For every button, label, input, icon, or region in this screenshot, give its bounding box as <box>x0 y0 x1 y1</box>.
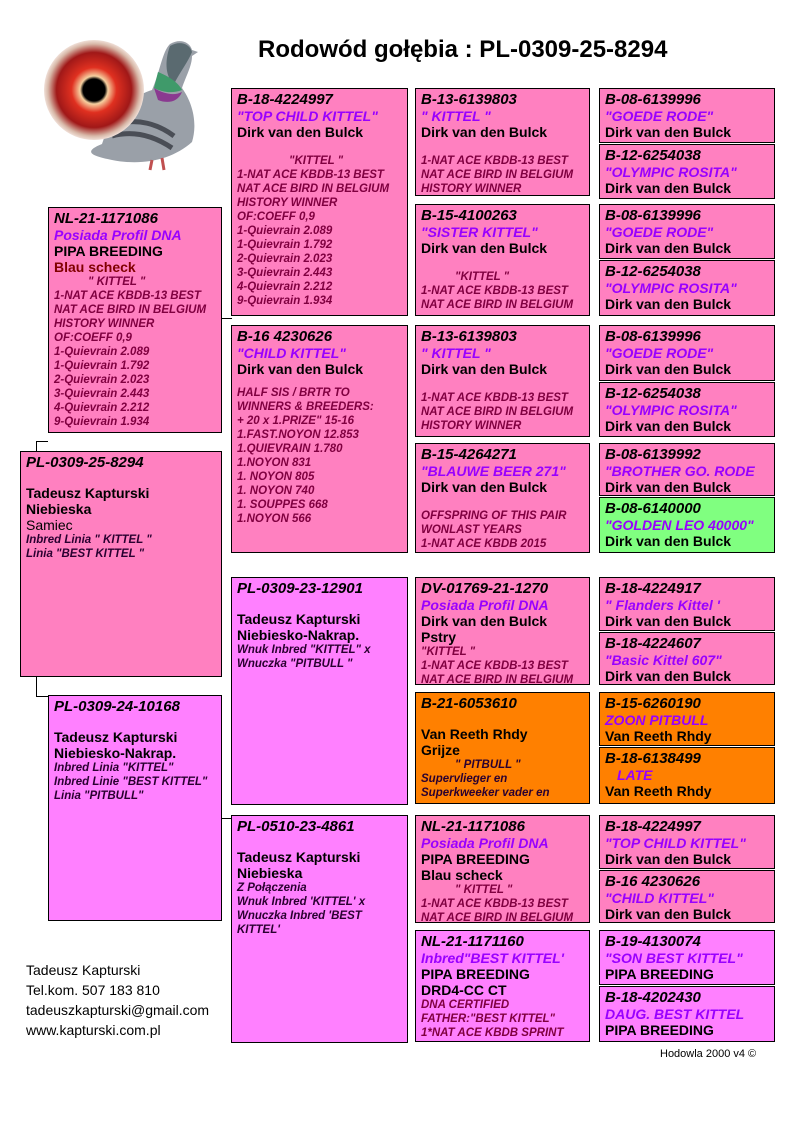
owner: Dirk van den Bulck <box>421 240 548 256</box>
pigeon-name: " KITTEL " <box>421 345 491 361</box>
desc-line: Linia "BEST KITTEL " <box>26 548 145 560</box>
pigeon-name: "TOP CHILD KITTEL" <box>605 835 746 851</box>
owner: Dirk van den Bulck <box>421 613 548 629</box>
desc-line: HISTORY WINNER <box>54 318 155 330</box>
ring-number: B-18-4202430 <box>605 989 701 1006</box>
pigeon-name: "OLYMPIC ROSITA" <box>605 280 737 296</box>
connector-line <box>222 318 232 319</box>
desc-line: " PITBULL " <box>455 759 521 771</box>
owner: Dirk van den Bulck <box>605 180 732 196</box>
ancestor-card <box>599 870 775 923</box>
grandparent-card <box>231 815 408 1043</box>
desc-line: "KITTEL " <box>421 646 476 658</box>
desc-line: 1-Quievrain 2.089 <box>54 346 150 358</box>
owner: Dirk van den Bulck <box>605 613 732 629</box>
owner: Dirk van den Bulck <box>605 851 732 867</box>
contact-name: Tadeusz Kapturski <box>26 962 141 978</box>
owner: Tadeusz Kapturski <box>237 611 361 627</box>
desc-line: WINNERS & BREEDERS: <box>237 401 374 413</box>
owner: PIPA BREEDING <box>54 243 163 259</box>
ring-number: DV-01769-21-1270 <box>421 580 549 597</box>
ring-number: B-12-6254038 <box>605 263 701 280</box>
ancestor-card <box>599 632 775 685</box>
ancestor-card <box>599 443 775 496</box>
ancestor-card <box>599 382 775 437</box>
ring-number: B-08-6139996 <box>605 207 701 224</box>
desc-line: 1. NOYON 805 <box>237 471 315 483</box>
ring-number: B-18-6138499 <box>605 750 701 767</box>
color: DRD4-CC CT <box>421 982 507 998</box>
ancestor-card <box>599 930 775 985</box>
owner: Dirk van den Bulck <box>605 533 732 549</box>
owner: PIPA BREEDING <box>605 1022 714 1038</box>
desc-line: HISTORY WINNER <box>421 420 522 432</box>
pigeon-name: " Flanders Kittel ' <box>605 597 720 613</box>
contact-website[interactable]: www.kapturski.com.pl <box>26 1022 161 1038</box>
great-grandparent-card <box>415 692 590 804</box>
ring-number: B-16 4230626 <box>237 328 333 345</box>
desc-line: HALF SIS / BRTR TO <box>237 387 350 399</box>
color: Niebieska <box>26 501 92 517</box>
ring-number: B-08-6140000 <box>605 500 701 517</box>
desc-line: Inbred Linie "BEST KITTEL" <box>54 776 208 788</box>
color: Grijze <box>421 742 460 758</box>
pigeon-name: "GOLDEN LEO 40000" <box>605 517 754 533</box>
great-grandparent-card <box>415 325 590 437</box>
desc-line: NAT ACE BIRD IN BELGIUM <box>237 183 390 195</box>
desc-line: NAT ACE BIRD IN BELGIUM <box>421 406 574 418</box>
desc-line: 4-Quievrain 2.212 <box>54 402 150 414</box>
owner: Dirk van den Bulck <box>421 479 548 495</box>
owner: Tadeusz Kapturski <box>26 485 150 501</box>
sex: Samiec <box>26 517 73 533</box>
desc-line: 1.NOYON 831 <box>237 457 312 469</box>
pigeon-name: " KITTEL " <box>421 108 491 124</box>
owner: Dirk van den Bulck <box>421 361 548 377</box>
ring-number: B-12-6254038 <box>605 147 701 164</box>
desc-line: Superkweeker vader en <box>421 787 550 799</box>
desc-line: 3-Quievrain 2.443 <box>54 388 150 400</box>
connector-line <box>36 441 48 442</box>
desc-line: Wnuk Inbred "KITTEL" x <box>237 644 371 656</box>
pigeon-name: "CHILD KITTEL" <box>605 890 714 906</box>
ancestor-card <box>599 497 775 553</box>
ring-number: NL-21-1171086 <box>54 210 158 227</box>
color: Niebieska <box>237 865 303 881</box>
desc-line: NAT ACE BIRD IN BELGIUM <box>421 299 574 311</box>
ring-number: B-15-4264271 <box>421 446 517 463</box>
desc-line: Inbred Linia "KITTEL" <box>54 762 174 774</box>
desc-line: " KITTEL " <box>455 884 513 896</box>
ring-number: B-13-6139803 <box>421 328 517 345</box>
desc-line: OF:COEFF 0,9 <box>54 332 132 344</box>
desc-line: 1-NAT ACE KBDB-13 BEST <box>421 392 568 404</box>
ring-number: B-13-6139803 <box>421 91 517 108</box>
pigeon-name: "CHILD KITTEL" <box>237 345 346 361</box>
pigeon-name: "SON BEST KITTEL" <box>605 950 743 966</box>
ring-number: B-08-6139992 <box>605 446 701 463</box>
desc-line: Wnuk Inbred 'KITTEL' x <box>237 896 366 908</box>
connector-line <box>36 676 37 696</box>
desc-line: 1-NAT ACE KBDB-13 BEST <box>421 285 568 297</box>
owner: PIPA BREEDING <box>421 851 530 867</box>
ancestor-card <box>599 260 775 316</box>
pigeon-name: "GOEDE RODE" <box>605 108 714 124</box>
desc-line: 1-NAT ACE KBDB-13 BEST <box>237 169 384 181</box>
ring-number: PL-0510-23-4861 <box>237 818 355 835</box>
desc-line: 1.QUIEVRAIN 1.780 <box>237 443 343 455</box>
desc-line: NAT ACE BIRD IN BELGIUM <box>421 912 574 923</box>
ring-number: B-08-6139996 <box>605 328 701 345</box>
ring-number: NL-21-1171160 <box>421 933 524 950</box>
owner: Dirk van den Bulck <box>605 668 732 684</box>
pigeon-name: "OLYMPIC ROSITA" <box>605 164 737 180</box>
color: Niebiesko-Nakrap. <box>54 745 177 761</box>
ring-number: B-18-4224997 <box>237 91 333 108</box>
ancestor-card <box>599 986 775 1042</box>
owner: Van Reeth Rhdy <box>605 728 712 744</box>
ancestor-card <box>599 692 775 746</box>
ring-number: PL-0309-24-10168 <box>54 698 180 715</box>
subject-pigeon-card <box>20 451 222 677</box>
desc-line: 1-NAT ACE KBDB-13 BEST <box>421 898 568 910</box>
grandparent-card <box>231 88 408 316</box>
desc-line: KITTEL' <box>237 924 280 936</box>
ring-number: B-16 4230626 <box>605 873 701 890</box>
desc-line: 4-Quievrain 2.212 <box>237 281 333 293</box>
owner: PIPA BREEDING <box>421 966 530 982</box>
ancestor-card <box>599 204 775 259</box>
ring-number: B-12-6254038 <box>605 385 701 402</box>
owner: Tadeusz Kapturski <box>54 729 178 745</box>
owner: Van Reeth Rhdy <box>421 726 528 742</box>
ring-number: B-18-4224607 <box>605 635 701 652</box>
desc-line: Inbred Linia " KITTEL " <box>26 534 152 546</box>
desc-line: + 20 x 1.PRIZE" 15-16 <box>237 415 355 427</box>
desc-line: 1-NAT ACE KBDB-13 BEST <box>421 660 568 672</box>
page-title: Rodowód gołębia : PL-0309-25-8294 <box>258 36 668 63</box>
dam-card <box>48 695 222 921</box>
desc-line: Linia "PITBULL" <box>54 790 144 802</box>
owner: Dirk van den Bulck <box>605 361 732 377</box>
pigeon-name: "TOP CHILD KITTEL" <box>237 108 378 124</box>
color: Blau scheck <box>421 867 503 883</box>
desc-line: HISTORY WINNER <box>421 183 522 195</box>
owner: PIPA BREEDING <box>605 966 714 982</box>
ring-number: B-19-4130074 <box>605 933 701 950</box>
desc-line: FATHER:"BEST KITTEL" <box>421 1013 555 1025</box>
great-grandparent-card <box>415 815 590 923</box>
desc-line: HISTORY WINNER <box>237 197 338 209</box>
desc-line: WONLAST YEARS <box>421 524 522 536</box>
owner: Dirk van den Bulck <box>605 906 732 922</box>
desc-line: 9-Quievrain 1.934 <box>54 416 150 428</box>
desc-line: 1.NOYON 566 <box>237 513 312 525</box>
desc-line: Wnuczka Inbred 'BEST <box>237 910 362 922</box>
desc-line: Supervlieger en <box>421 773 508 785</box>
pigeon-name: "GOEDE RODE" <box>605 345 714 361</box>
owner: Dirk van den Bulck <box>605 418 732 434</box>
pigeon-name: Posiada Profil DNA <box>421 597 549 613</box>
great-grandparent-card <box>415 204 590 316</box>
desc-line: "KITTEL " <box>289 155 344 167</box>
great-grandparent-card <box>415 577 590 685</box>
great-grandparent-card <box>415 930 590 1042</box>
color: Pstry <box>421 629 457 645</box>
owner: Dirk van den Bulck <box>605 479 732 495</box>
ring-number: NL-21-1171086 <box>421 818 525 835</box>
desc-line: 1-NAT ACE KBDB 2015 <box>421 538 547 550</box>
owner: Dirk van den Bulck <box>605 124 732 140</box>
pigeon-name: "GOEDE RODE" <box>605 224 714 240</box>
desc-line: NAT ACE BIRD IN BELGIUM <box>54 304 207 316</box>
pigeon-name: "OLYMPIC ROSITA" <box>605 402 737 418</box>
owner: Dirk van den Bulck <box>421 124 548 140</box>
pigeon-logo-icon <box>42 32 202 172</box>
desc-line: Wnuczka "PITBULL " <box>237 658 353 670</box>
ring-number: PL-0309-25-8294 <box>26 454 144 471</box>
desc-line: 3-Quievrain 2.443 <box>237 267 333 279</box>
ancestor-card <box>599 325 775 381</box>
ring-number: B-15-4100263 <box>421 207 517 224</box>
pigeon-name: "SISTER KITTEL" <box>421 224 538 240</box>
owner: Dirk van den Bulck <box>237 124 364 140</box>
ancestor-card <box>599 144 775 199</box>
pigeon-name: "BROTHER GO. RODE <box>605 463 755 479</box>
contact-block <box>26 960 209 1040</box>
owner: Dirk van den Bulck <box>605 296 732 312</box>
owner: Van Reeth Rhdy <box>605 783 712 799</box>
pigeon-name: LATE <box>617 767 653 783</box>
desc-line: NAT ACE BIRD IN BELGIUM <box>421 169 574 181</box>
desc-line: 2-Quievrain 2.023 <box>237 253 333 265</box>
connector-line <box>36 696 48 697</box>
ring-number: B-15-6260190 <box>605 695 701 712</box>
great-grandparent-card <box>415 88 590 196</box>
ancestor-card <box>599 88 775 143</box>
ancestor-card <box>599 577 775 631</box>
grandparent-card <box>231 577 408 805</box>
desc-line: DNA CERTIFIED <box>421 999 510 1011</box>
desc-line: 1*NAT ACE KBDB SPRINT <box>421 1027 564 1039</box>
owner: Dirk van den Bulck <box>605 240 732 256</box>
desc-line: Z Połączenia <box>237 882 307 894</box>
color: Niebiesko-Nakrap. <box>237 627 360 643</box>
contact-email[interactable]: tadeuszkapturski@gmail.com <box>26 1002 210 1018</box>
desc-line: OFFSPRING OF THIS PAIR <box>421 510 567 522</box>
owner: Dirk van den Bulck <box>237 361 364 377</box>
desc-line: 2-Quievrain 2.023 <box>54 374 150 386</box>
desc-line: 1. NOYON 740 <box>237 485 315 497</box>
footer-credit: Hodowla 2000 v4 © <box>660 1048 757 1060</box>
pigeon-name: Posiada Profil DNA <box>54 227 182 243</box>
ring-number: B-08-6139996 <box>605 91 701 108</box>
pigeon-name: "Basic Kittel 607" <box>605 652 722 668</box>
desc-line: 1-Quievrain 1.792 <box>54 360 150 372</box>
ring-number: B-21-6053610 <box>421 695 517 712</box>
grandparent-card <box>231 325 408 553</box>
contact-phone: Tel.kom. 507 183 810 <box>26 982 160 998</box>
pigeon-name: "BLAUWE BEER 271" <box>421 463 566 479</box>
ancestor-card <box>599 815 775 869</box>
desc-line: NAT ACE BIRD IN BELGIUM <box>421 674 574 685</box>
ancestor-card <box>599 747 775 804</box>
ring-number: PL-0309-23-12901 <box>237 580 363 597</box>
desc-line: "KITTEL " <box>455 271 510 283</box>
desc-line: 1-NAT ACE KBDB-13 BEST <box>54 290 201 302</box>
desc-line: OF:COEFF 0,9 <box>237 211 315 223</box>
owner: Tadeusz Kapturski <box>237 849 361 865</box>
color: Blau scheck <box>54 259 136 275</box>
desc-line: " KITTEL " <box>88 276 146 288</box>
pigeon-name: ZOON PITBULL <box>605 712 709 728</box>
desc-line: 1-Quievrain 1.792 <box>237 239 333 251</box>
pigeon-name: Inbred"BEST KITTEL' <box>421 950 564 966</box>
pigeon-name: DAUG. BEST KITTEL <box>605 1006 745 1022</box>
great-grandparent-card <box>415 443 590 553</box>
desc-line: 1.FAST.NOYON 12.853 <box>237 429 359 441</box>
ring-number: B-18-4224997 <box>605 818 701 835</box>
desc-line: 1-NAT ACE KBDB-13 BEST <box>421 155 568 167</box>
sire-card <box>48 207 222 433</box>
desc-line: 1. SOUPPES 668 <box>237 499 328 511</box>
ring-number: B-18-4224917 <box>605 580 701 597</box>
pigeon-name: Posiada Profil DNA <box>421 835 549 851</box>
desc-line: 9-Quievrain 1.934 <box>237 295 333 307</box>
desc-line: 1-Quievrain 2.089 <box>237 225 333 237</box>
